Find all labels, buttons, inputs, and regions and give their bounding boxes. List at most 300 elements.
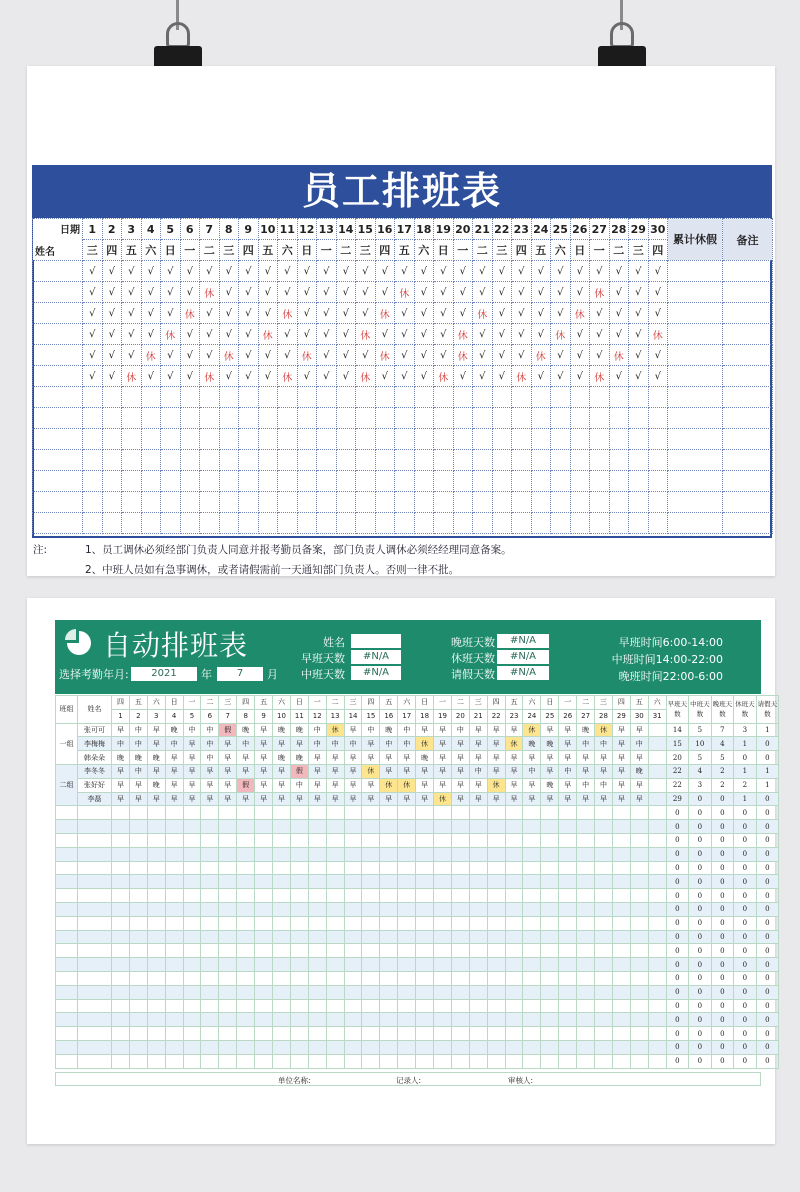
shift-cell[interactable]	[541, 1027, 559, 1041]
shift-cell[interactable]	[595, 833, 613, 847]
shift-cell[interactable]	[595, 820, 613, 834]
day-cell[interactable]	[297, 471, 317, 492]
shift-cell[interactable]	[487, 861, 505, 875]
shift-cell[interactable]	[648, 875, 666, 889]
shift-cell[interactable]	[630, 1027, 648, 1041]
day-cell[interactable]: √	[278, 261, 298, 282]
shift-cell[interactable]: 早	[434, 751, 452, 765]
shift-cell[interactable]	[112, 820, 130, 834]
shift-cell[interactable]: 早	[559, 751, 577, 765]
day-cell[interactable]: √	[278, 282, 298, 303]
shift-cell[interactable]	[183, 916, 201, 930]
day-cell[interactable]: 休	[551, 324, 571, 345]
day-cell[interactable]: √	[239, 324, 259, 345]
shift-cell[interactable]	[255, 985, 273, 999]
day-cell[interactable]: √	[453, 261, 473, 282]
employee-name[interactable]	[78, 902, 112, 916]
shift-cell[interactable]	[451, 1040, 469, 1054]
shift-cell[interactable]: 早	[380, 764, 398, 778]
day-cell[interactable]	[141, 429, 161, 450]
shift-cell[interactable]	[362, 861, 380, 875]
shift-cell[interactable]	[380, 847, 398, 861]
day-cell[interactable]	[83, 513, 103, 534]
day-cell[interactable]: √	[336, 366, 356, 387]
shift-cell[interactable]	[577, 944, 595, 958]
day-cell[interactable]: √	[395, 303, 415, 324]
day-cell[interactable]	[531, 408, 551, 429]
shift-cell[interactable]	[237, 833, 255, 847]
day-cell[interactable]	[336, 387, 356, 408]
shift-cell[interactable]	[129, 958, 147, 972]
day-cell[interactable]	[512, 471, 532, 492]
shift-cell[interactable]	[523, 930, 541, 944]
shift-cell[interactable]	[344, 958, 362, 972]
shift-cell[interactable]	[577, 889, 595, 903]
shift-cell[interactable]	[380, 916, 398, 930]
day-cell[interactable]	[570, 492, 590, 513]
shift-cell[interactable]	[648, 1013, 666, 1027]
day-cell[interactable]: √	[102, 324, 122, 345]
day-cell[interactable]	[278, 429, 298, 450]
shift-cell[interactable]	[237, 916, 255, 930]
shift-cell[interactable]: 休	[523, 723, 541, 737]
shift-cell[interactable]	[147, 985, 165, 999]
shift-cell[interactable]	[630, 944, 648, 958]
day-cell[interactable]: 休	[180, 303, 200, 324]
shift-cell[interactable]: 晚	[290, 751, 308, 765]
shift-cell[interactable]	[112, 847, 130, 861]
shift-cell[interactable]: 早	[201, 778, 219, 792]
day-cell[interactable]	[531, 450, 551, 471]
name-value[interactable]	[351, 634, 401, 648]
day-cell[interactable]: √	[453, 366, 473, 387]
shift-cell[interactable]	[273, 833, 291, 847]
shift-cell[interactable]: 早	[505, 764, 523, 778]
day-cell[interactable]: √	[102, 366, 122, 387]
day-cell[interactable]	[473, 492, 493, 513]
shift-cell[interactable]	[380, 999, 398, 1013]
name-cell[interactable]	[33, 471, 83, 492]
note-cell[interactable]	[723, 366, 773, 387]
shift-cell[interactable]: 中	[595, 737, 613, 751]
shift-cell[interactable]: 早	[255, 751, 273, 765]
day-cell[interactable]: √	[492, 282, 512, 303]
shift-cell[interactable]	[541, 971, 559, 985]
day-cell[interactable]	[161, 408, 181, 429]
shift-cell[interactable]	[505, 861, 523, 875]
shift-cell[interactable]	[112, 971, 130, 985]
shift-cell[interactable]	[559, 958, 577, 972]
day-cell[interactable]	[590, 408, 610, 429]
shift-cell[interactable]	[326, 958, 344, 972]
shift-cell[interactable]: 晚	[541, 778, 559, 792]
day-cell[interactable]: √	[648, 366, 668, 387]
day-cell[interactable]	[648, 450, 668, 471]
shift-cell[interactable]: 早	[434, 764, 452, 778]
day-cell[interactable]: √	[336, 282, 356, 303]
day-cell[interactable]: 休	[590, 282, 610, 303]
shift-cell[interactable]	[541, 999, 559, 1013]
shift-cell[interactable]	[201, 820, 219, 834]
shift-cell[interactable]	[326, 820, 344, 834]
day-cell[interactable]	[570, 408, 590, 429]
shift-cell[interactable]	[612, 902, 630, 916]
shift-cell[interactable]	[183, 833, 201, 847]
day-cell[interactable]: √	[609, 324, 629, 345]
day-cell[interactable]: √	[551, 282, 571, 303]
shift-cell[interactable]	[344, 847, 362, 861]
shift-cell[interactable]	[183, 820, 201, 834]
shift-cell[interactable]	[398, 902, 416, 916]
day-cell[interactable]: √	[492, 261, 512, 282]
total-cell[interactable]	[668, 492, 723, 513]
shift-cell[interactable]	[129, 861, 147, 875]
day-cell[interactable]	[141, 492, 161, 513]
shift-cell[interactable]	[273, 889, 291, 903]
day-cell[interactable]	[317, 471, 337, 492]
shift-cell[interactable]	[380, 889, 398, 903]
day-cell[interactable]: √	[492, 303, 512, 324]
shift-cell[interactable]	[165, 1027, 183, 1041]
shift-cell[interactable]	[630, 902, 648, 916]
shift-cell[interactable]	[559, 985, 577, 999]
shift-cell[interactable]	[380, 833, 398, 847]
day-cell[interactable]	[395, 450, 415, 471]
shift-cell[interactable]	[595, 1013, 613, 1027]
shift-cell[interactable]	[362, 820, 380, 834]
shift-cell[interactable]	[487, 875, 505, 889]
day-cell[interactable]	[492, 429, 512, 450]
shift-cell[interactable]	[648, 723, 666, 737]
shift-cell[interactable]: 早	[380, 751, 398, 765]
shift-cell[interactable]: 早	[255, 778, 273, 792]
shift-cell[interactable]	[380, 806, 398, 820]
shift-cell[interactable]	[595, 847, 613, 861]
shift-cell[interactable]	[255, 930, 273, 944]
shift-cell[interactable]: 晚	[147, 751, 165, 765]
shift-cell[interactable]	[451, 958, 469, 972]
day-cell[interactable]: √	[161, 261, 181, 282]
shift-cell[interactable]	[326, 847, 344, 861]
shift-cell[interactable]	[595, 889, 613, 903]
shift-cell[interactable]	[273, 1013, 291, 1027]
day-cell[interactable]	[395, 408, 415, 429]
day-cell[interactable]	[83, 492, 103, 513]
shift-cell[interactable]	[290, 861, 308, 875]
day-cell[interactable]: √	[395, 345, 415, 366]
day-cell[interactable]	[122, 513, 142, 534]
shift-cell[interactable]	[255, 902, 273, 916]
day-cell[interactable]	[239, 492, 259, 513]
shift-cell[interactable]: 晚	[541, 737, 559, 751]
day-cell[interactable]	[336, 450, 356, 471]
shift-cell[interactable]	[577, 1027, 595, 1041]
shift-cell[interactable]	[129, 999, 147, 1013]
day-cell[interactable]	[531, 387, 551, 408]
day-cell[interactable]: √	[317, 303, 337, 324]
day-cell[interactable]	[317, 492, 337, 513]
day-cell[interactable]	[512, 387, 532, 408]
day-cell[interactable]: √	[141, 324, 161, 345]
name-cell[interactable]	[33, 345, 83, 366]
day-cell[interactable]	[375, 471, 395, 492]
shift-cell[interactable]	[380, 1054, 398, 1068]
day-cell[interactable]	[648, 408, 668, 429]
shift-cell[interactable]	[112, 833, 130, 847]
shift-cell[interactable]	[451, 847, 469, 861]
day-cell[interactable]	[473, 471, 493, 492]
day-cell[interactable]: √	[122, 303, 142, 324]
day-cell[interactable]: √	[414, 366, 434, 387]
shift-cell[interactable]: 早	[362, 751, 380, 765]
day-cell[interactable]: √	[239, 261, 259, 282]
shift-cell[interactable]	[559, 971, 577, 985]
day-cell[interactable]: √	[395, 324, 415, 345]
shift-cell[interactable]	[451, 889, 469, 903]
shift-cell[interactable]	[237, 971, 255, 985]
shift-cell[interactable]	[112, 806, 130, 820]
shift-cell[interactable]	[362, 889, 380, 903]
shift-cell[interactable]: 早	[487, 723, 505, 737]
day-cell[interactable]	[434, 450, 454, 471]
day-cell[interactable]: √	[473, 324, 493, 345]
day-cell[interactable]	[356, 429, 376, 450]
day-cell[interactable]	[395, 513, 415, 534]
note-cell[interactable]	[723, 282, 773, 303]
day-cell[interactable]	[629, 408, 649, 429]
shift-cell[interactable]	[559, 1054, 577, 1068]
shift-cell[interactable]	[505, 833, 523, 847]
shift-cell[interactable]: 早	[237, 764, 255, 778]
shift-cell[interactable]	[219, 916, 237, 930]
shift-cell[interactable]: 中	[290, 778, 308, 792]
shift-cell[interactable]	[326, 902, 344, 916]
shift-cell[interactable]: 中	[112, 737, 130, 751]
shift-cell[interactable]: 中	[344, 737, 362, 751]
shift-cell[interactable]	[451, 1013, 469, 1027]
shift-cell[interactable]: 早	[344, 751, 362, 765]
shift-cell[interactable]	[541, 889, 559, 903]
shift-cell[interactable]: 中	[201, 751, 219, 765]
day-cell[interactable]: √	[161, 345, 181, 366]
shift-cell[interactable]	[147, 999, 165, 1013]
day-cell[interactable]	[239, 471, 259, 492]
shift-cell[interactable]: 晚	[273, 723, 291, 737]
day-cell[interactable]: 休	[278, 303, 298, 324]
shift-cell[interactable]	[129, 1027, 147, 1041]
total-cell[interactable]	[668, 366, 723, 387]
shift-cell[interactable]: 早	[255, 737, 273, 751]
shift-cell[interactable]: 早	[165, 792, 183, 806]
shift-cell[interactable]	[273, 847, 291, 861]
day-cell[interactable]	[180, 408, 200, 429]
shift-cell[interactable]	[326, 806, 344, 820]
day-cell[interactable]	[317, 513, 337, 534]
day-cell[interactable]: √	[512, 345, 532, 366]
shift-cell[interactable]	[595, 1027, 613, 1041]
shift-cell[interactable]	[237, 1040, 255, 1054]
shift-cell[interactable]	[380, 820, 398, 834]
day-cell[interactable]: 休	[473, 303, 493, 324]
shift-cell[interactable]	[451, 999, 469, 1013]
shift-cell[interactable]	[201, 861, 219, 875]
shift-cell[interactable]: 早	[165, 764, 183, 778]
shift-cell[interactable]	[398, 833, 416, 847]
shift-cell[interactable]: 中	[201, 723, 219, 737]
shift-cell[interactable]	[344, 889, 362, 903]
day-cell[interactable]: √	[414, 303, 434, 324]
day-cell[interactable]: √	[239, 282, 259, 303]
day-cell[interactable]	[219, 408, 239, 429]
day-cell[interactable]: √	[83, 366, 103, 387]
total-cell[interactable]	[668, 513, 723, 534]
day-cell[interactable]: √	[609, 366, 629, 387]
shift-cell[interactable]	[147, 944, 165, 958]
day-cell[interactable]: 休	[200, 282, 220, 303]
employee-name[interactable]	[78, 985, 112, 999]
shift-cell[interactable]: 早	[147, 723, 165, 737]
shift-cell[interactable]	[523, 875, 541, 889]
day-cell[interactable]	[141, 387, 161, 408]
shift-cell[interactable]: 晚	[523, 737, 541, 751]
shift-cell[interactable]: 早	[505, 751, 523, 765]
shift-cell[interactable]	[595, 930, 613, 944]
shift-cell[interactable]	[380, 958, 398, 972]
day-cell[interactable]: √	[83, 282, 103, 303]
day-cell[interactable]: √	[239, 345, 259, 366]
shift-cell[interactable]	[147, 847, 165, 861]
shift-cell[interactable]: 早	[326, 764, 344, 778]
day-cell[interactable]: √	[434, 345, 454, 366]
day-cell[interactable]	[161, 513, 181, 534]
shift-cell[interactable]	[129, 930, 147, 944]
employee-name[interactable]	[78, 875, 112, 889]
employee-name[interactable]: 韩朵朵	[78, 751, 112, 765]
day-cell[interactable]: √	[609, 303, 629, 324]
shift-cell[interactable]	[183, 1040, 201, 1054]
shift-cell[interactable]	[451, 806, 469, 820]
shift-cell[interactable]	[577, 875, 595, 889]
shift-cell[interactable]: 早	[469, 751, 487, 765]
employee-name[interactable]: 李梅梅	[78, 737, 112, 751]
shift-cell[interactable]	[237, 999, 255, 1013]
day-cell[interactable]	[531, 492, 551, 513]
shift-cell[interactable]: 中	[380, 737, 398, 751]
shift-cell[interactable]	[380, 875, 398, 889]
day-cell[interactable]: √	[239, 366, 259, 387]
day-cell[interactable]	[453, 492, 473, 513]
shift-cell[interactable]	[595, 806, 613, 820]
day-cell[interactable]: √	[629, 366, 649, 387]
shift-cell[interactable]	[362, 930, 380, 944]
shift-cell[interactable]	[290, 944, 308, 958]
shift-cell[interactable]	[362, 875, 380, 889]
shift-cell[interactable]	[112, 944, 130, 958]
shift-cell[interactable]	[129, 902, 147, 916]
day-cell[interactable]	[297, 408, 317, 429]
shift-cell[interactable]	[487, 999, 505, 1013]
day-cell[interactable]	[200, 513, 220, 534]
shift-cell[interactable]	[362, 902, 380, 916]
shift-cell[interactable]	[308, 958, 326, 972]
day-cell[interactable]	[590, 450, 610, 471]
shift-cell[interactable]: 早	[541, 723, 559, 737]
shift-cell[interactable]: 早	[451, 764, 469, 778]
shift-cell[interactable]	[505, 999, 523, 1013]
shift-cell[interactable]	[434, 833, 452, 847]
shift-cell[interactable]	[183, 806, 201, 820]
shift-cell[interactable]	[273, 806, 291, 820]
shift-cell[interactable]	[648, 958, 666, 972]
shift-cell[interactable]	[290, 847, 308, 861]
shift-cell[interactable]	[201, 985, 219, 999]
day-cell[interactable]: √	[473, 261, 493, 282]
day-cell[interactable]	[297, 450, 317, 471]
day-cell[interactable]: √	[200, 324, 220, 345]
shift-cell[interactable]	[505, 875, 523, 889]
shift-cell[interactable]	[559, 875, 577, 889]
shift-cell[interactable]: 早	[273, 737, 291, 751]
shift-cell[interactable]	[487, 889, 505, 903]
shift-cell[interactable]	[219, 985, 237, 999]
shift-cell[interactable]	[326, 1054, 344, 1068]
shift-cell[interactable]	[112, 1013, 130, 1027]
shift-cell[interactable]	[612, 1027, 630, 1041]
shift-cell[interactable]	[469, 806, 487, 820]
day-cell[interactable]	[395, 429, 415, 450]
shift-cell[interactable]	[129, 1040, 147, 1054]
shift-cell[interactable]	[201, 875, 219, 889]
day-cell[interactable]	[297, 387, 317, 408]
shift-cell[interactable]	[129, 916, 147, 930]
day-cell[interactable]	[434, 513, 454, 534]
name-cell[interactable]	[33, 303, 83, 324]
shift-cell[interactable]	[129, 833, 147, 847]
shift-cell[interactable]	[398, 1054, 416, 1068]
shift-cell[interactable]	[255, 916, 273, 930]
shift-cell[interactable]	[326, 889, 344, 903]
shift-cell[interactable]	[541, 806, 559, 820]
shift-cell[interactable]: 早	[290, 737, 308, 751]
shift-cell[interactable]	[487, 820, 505, 834]
employee-name[interactable]	[78, 1027, 112, 1041]
day-cell[interactable]: √	[336, 303, 356, 324]
shift-cell[interactable]	[183, 958, 201, 972]
shift-cell[interactable]	[147, 930, 165, 944]
day-cell[interactable]: √	[551, 345, 571, 366]
shift-cell[interactable]	[469, 902, 487, 916]
shift-cell[interactable]: 早	[612, 764, 630, 778]
shift-cell[interactable]: 早	[255, 764, 273, 778]
shift-cell[interactable]	[648, 944, 666, 958]
shift-cell[interactable]	[630, 833, 648, 847]
shift-cell[interactable]	[630, 916, 648, 930]
shift-cell[interactable]	[273, 930, 291, 944]
total-cell[interactable]	[668, 429, 723, 450]
shift-cell[interactable]	[612, 861, 630, 875]
shift-cell[interactable]	[505, 847, 523, 861]
note-cell[interactable]	[723, 387, 773, 408]
shift-cell[interactable]	[326, 1027, 344, 1041]
shift-cell[interactable]	[165, 889, 183, 903]
day-cell[interactable]: 休	[395, 282, 415, 303]
shift-cell[interactable]	[612, 820, 630, 834]
day-cell[interactable]	[317, 450, 337, 471]
shift-cell[interactable]: 早	[112, 792, 130, 806]
shift-cell[interactable]	[219, 806, 237, 820]
day-cell[interactable]	[141, 471, 161, 492]
shift-cell[interactable]	[112, 958, 130, 972]
